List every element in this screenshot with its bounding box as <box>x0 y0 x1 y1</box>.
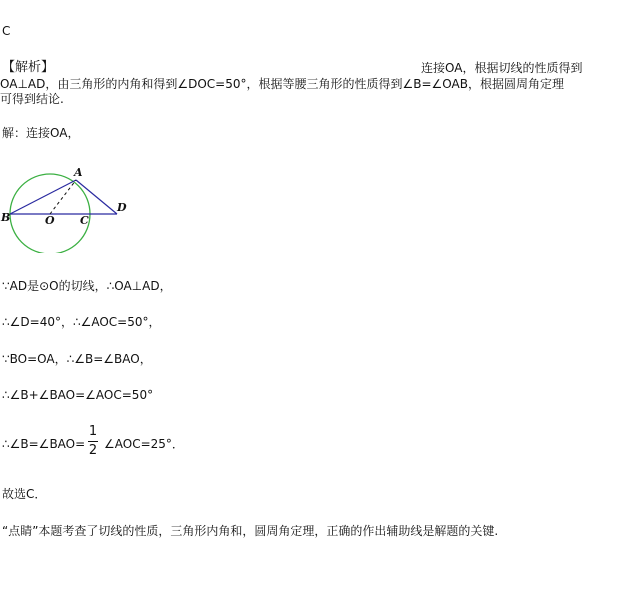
label-b: B <box>1 211 11 224</box>
fraction-denominator: 2 <box>88 443 98 458</box>
analysis-line1: 连接OA，根据切线的性质得到 <box>421 61 583 75</box>
fraction-numerator: 1 <box>88 424 98 439</box>
segment-ba <box>10 180 76 214</box>
answer: C <box>2 24 11 38</box>
fraction-bar <box>88 441 98 442</box>
analysis-header: 【解析】 <box>2 60 55 75</box>
label-a: A <box>74 166 83 179</box>
geometry-diagram <box>0 163 140 253</box>
label-o: O <box>45 214 55 227</box>
analysis-line3: 可得到结论. <box>0 92 64 106</box>
final-step-suffix: ∠AOC=25°． <box>104 437 184 451</box>
segment-oa-dashed <box>50 180 76 214</box>
solution-intro: 解：连接OA， <box>2 126 80 140</box>
step-1: ∵AD是⊙O的切线，∴OA⊥AD， <box>2 279 172 293</box>
comment: “点睛”本题考查了切线的性质，三角形内角和，圆周角定理，正确的作出辅助线是解题的关键. <box>2 524 499 538</box>
label-d: D <box>117 201 127 214</box>
label-c: C <box>80 214 89 227</box>
choose-answer: 故选C． <box>2 487 47 501</box>
step-2: ∴∠D=40°，∴∠AOC=50°， <box>2 315 161 329</box>
segment-ad <box>76 180 117 214</box>
step-3: ∵BO=OA，∴∠B=∠BAO， <box>2 352 152 366</box>
analysis-line2: OA⊥AD，由三角形的内角和得到∠DOC=50°，根据等腰三角形的性质得到∠B=∠OAB，根据圆周角定理 <box>0 77 564 91</box>
step-4: ∴∠B+∠BAO=∠AOC=50° <box>2 388 154 402</box>
final-step-prefix: ∴∠B=∠BAO= <box>2 437 86 451</box>
